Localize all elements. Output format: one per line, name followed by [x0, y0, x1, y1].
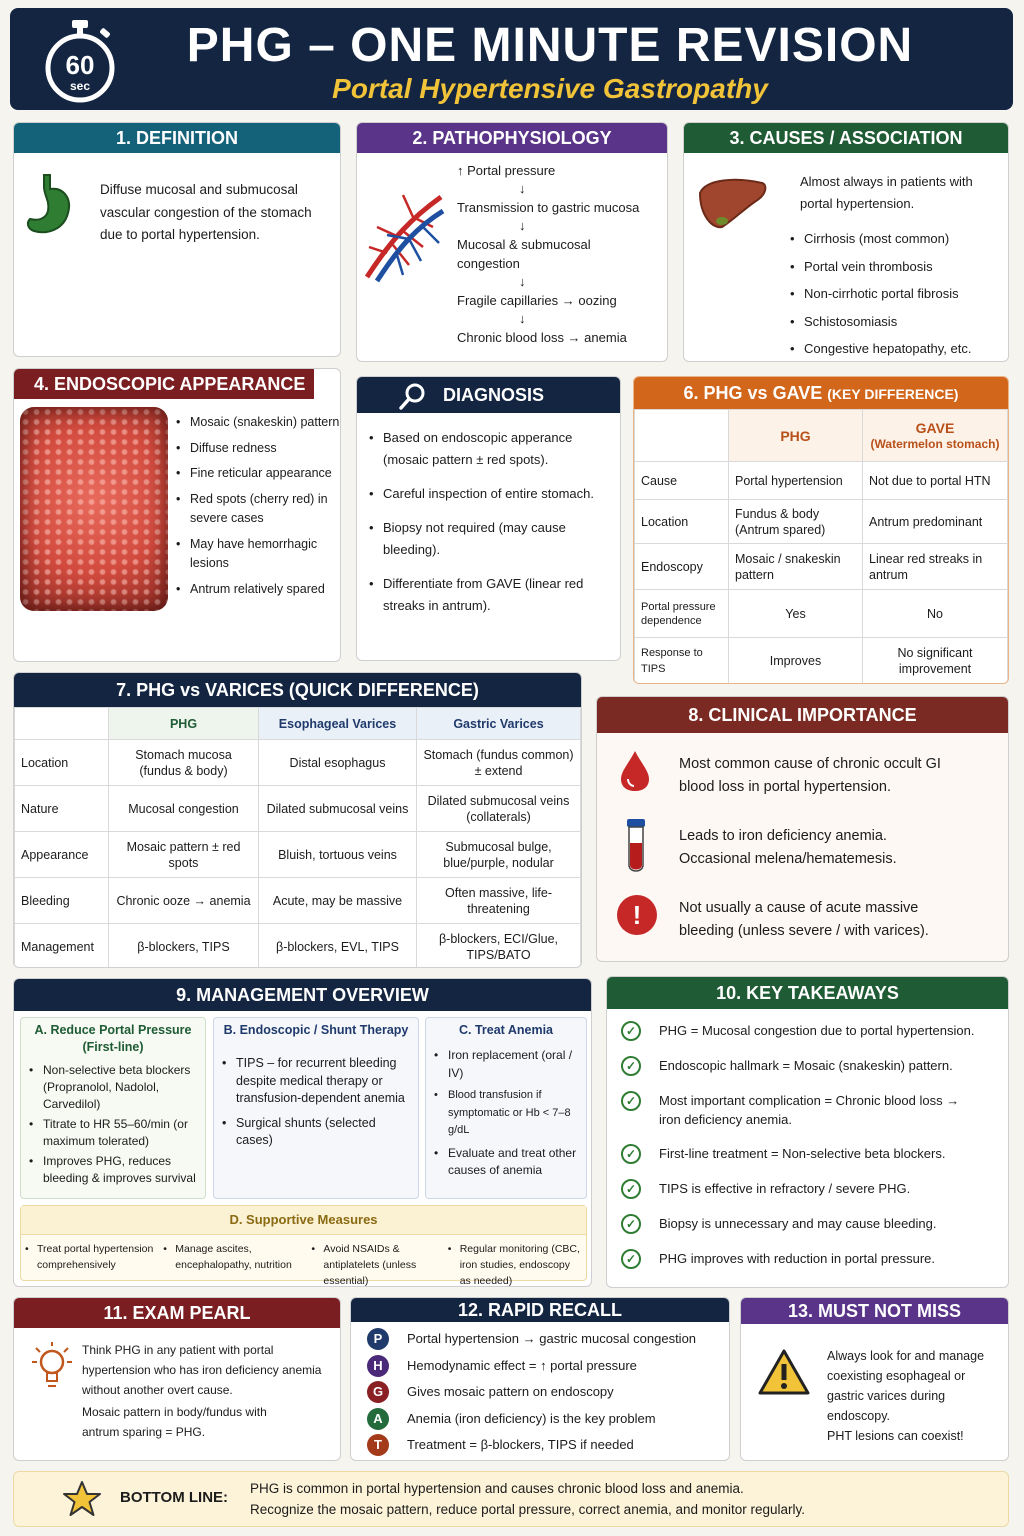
diagnosis-item: • Based on endoscopic apperance (mosaic pattern ± red spots).	[369, 427, 609, 471]
diagnosis-item: • Careful inspection of entire stomach.	[369, 483, 609, 505]
mgmt-b-title: B. Endoscopic / Shunt Therapy	[223, 1023, 409, 1037]
takeaway-text: Endoscopic hallmark = Mosaic (snakeskin) pattern.	[659, 1058, 953, 1073]
causes-list	[790, 225, 1004, 362]
mgmt-c-item: • Evaluate and treat other causes of anemia	[434, 1145, 582, 1180]
pathophysiology-title: 2. PATHOPHYSIOLOGY	[357, 123, 667, 153]
mgmt-panel-d	[20, 1205, 587, 1287]
clinical-item: Not usually a cause of acute massive bleeding (unless severe / with varices).	[679, 900, 929, 939]
key-takeaways-card	[606, 976, 1009, 1288]
varices-cell: β-blockers, EVL, TIPS	[259, 924, 417, 969]
cause-item: • Non-cirrhotic portal fibrosis	[790, 280, 1004, 308]
mgmt-c-title: C. Treat Anemia	[458, 1023, 553, 1037]
liver-icon	[696, 175, 768, 231]
takeaway-text: PHG = Mucosal congestion due to portal hypertension.	[659, 1023, 975, 1038]
varices-row-label: Management	[15, 924, 109, 969]
varices-table	[14, 707, 581, 968]
recall-list	[367, 1328, 723, 1456]
gave-row	[635, 500, 1008, 544]
management-title: 9. MANAGEMENT OVERVIEW	[14, 979, 591, 1011]
patho-step: Chronic blood loss → anemia	[457, 330, 627, 345]
cause-item: • Portal vein thrombosis	[790, 253, 1004, 281]
page-subtitle: Portal Hypertensive Gastropathy	[332, 73, 768, 104]
mgmt-d-item: • Treat portal hypertension comprehensively	[25, 1241, 163, 1287]
rapid-recall-card	[350, 1297, 730, 1461]
gave-table	[634, 409, 1008, 684]
down-arrow-icon: ↓	[519, 311, 526, 326]
down-arrow-icon: ↓	[519, 274, 526, 289]
mgmt-d-item: • Regular monitoring (CBC, iron studies, endoscopy as needed)	[448, 1241, 582, 1287]
varices-row	[15, 878, 581, 924]
mgmt-b-item: • Surgical shunts (selected cases)	[222, 1115, 412, 1150]
mgmt-panel-b	[213, 1017, 419, 1199]
patho-step: Fragile capillaries → oozing	[457, 293, 617, 308]
recall-title: 12. RAPID RECALL	[351, 1298, 729, 1322]
lightbulb-icon	[30, 1342, 74, 1392]
takeaway-text: Most important complication = Chronic blood loss → iron deficiency anemia.	[659, 1093, 960, 1127]
gave-corner	[635, 410, 729, 462]
gave-row	[635, 462, 1008, 500]
stomach-icon	[24, 173, 74, 239]
recall-item	[367, 1434, 723, 1456]
varices-cell: Acute, may be massive	[259, 878, 417, 924]
gave-col-phg: PHG	[729, 410, 863, 462]
mgmt-a-item: • Non-selective beta blockers (Propranolol, Nadolol, Carvedilol)	[29, 1062, 201, 1113]
star-icon	[62, 1480, 102, 1518]
endo-item: • Antrum relatively spared	[176, 580, 341, 600]
varices-cell: Dilated submucosal veins	[259, 786, 417, 832]
clinical-title: 8. CLINICAL IMPORTANCE	[597, 697, 1008, 733]
bottom-line-label: BOTTOM LINE:	[120, 1489, 229, 1506]
blood-drop-icon	[619, 749, 651, 793]
mosaic-pattern-image	[20, 407, 168, 611]
recall-text: Hemodynamic effect = ↑ portal pressure	[407, 1357, 637, 1373]
varices-corner	[15, 708, 109, 740]
cause-item: • Congestive hepatopathy, etc.	[790, 335, 1004, 362]
mgmt-a-item: • Improves PHG, reduces bleeding & improves survival	[29, 1153, 201, 1187]
mgmt-b-item: • TIPS – for recurrent bleeding despite medical therapy or transfusion-dependent anemia	[222, 1055, 412, 1108]
recall-letter-badge: H	[367, 1355, 389, 1377]
endoscopic-title: 4. ENDOSCOPIC APPEARANCE	[14, 369, 314, 399]
alert-icon: !	[617, 895, 657, 935]
gave-title: 6. PHG vs GAVE	[683, 383, 823, 403]
mgmt-d-list	[25, 1241, 582, 1287]
recall-text: Portal hypertension → gastric mucosal congestion	[407, 1331, 697, 1346]
gave-cell: Antrum predominant	[863, 500, 1008, 544]
endo-item: • Mosaic (snakeskin) pattern	[176, 413, 341, 433]
bottom-line-text-2: Recognize the mosaic pattern, reduce portal pressure, correct anemia, and monitor regularly.	[250, 1502, 806, 1517]
varices-cell: Mucosal congestion	[109, 786, 259, 832]
magnifier-icon	[399, 382, 427, 410]
gave-header	[634, 377, 1008, 409]
patho-step: Mucosal & submucosal congestion	[457, 237, 591, 271]
cause-item: • Cirrhosis (most common)	[790, 225, 1004, 253]
varices-title: 7. PHG vs VARICES (QUICK DIFFERENCE)	[14, 673, 581, 707]
endo-item: • Diffuse redness	[176, 439, 341, 459]
mgmt-a-title: A. Reduce Portal Pressure (First-line)	[34, 1023, 192, 1054]
diagnosis-list	[369, 427, 609, 617]
definition-title: 1. DEFINITION	[14, 123, 340, 153]
pearl-text-2: Mosaic pattern in body/fundus with antrum sparing = PHG.	[82, 1405, 267, 1439]
gave-cell: Linear red streaks in antrum	[863, 544, 1008, 590]
gave-cell: Fundus & body (Antrum spared)	[729, 500, 863, 544]
causes-title: 3. CAUSES / ASSOCIATION	[684, 123, 1008, 153]
varices-cell: Submucosal bulge, blue/purple, nodular	[417, 832, 581, 878]
varices-row	[15, 740, 581, 786]
gave-row	[635, 590, 1008, 638]
takeaways-list	[621, 1021, 1001, 1269]
takeaway-item	[621, 1214, 1001, 1234]
gave-col-gave	[863, 410, 1008, 462]
varices-cell: β-blockers, ECI/Glue, TIPS/BATO	[417, 924, 581, 969]
gave-cell: Portal hypertension	[729, 462, 863, 500]
management-card	[13, 978, 592, 1287]
mgmt-d-item: • Avoid NSAIDs & antiplatelets (unless essential)	[311, 1241, 447, 1287]
gave-row-label: Cause	[635, 462, 729, 500]
patho-step: Transmission to gastric mucosa	[457, 200, 640, 215]
recall-text: Anemia (iron deficiency) is the key problem	[407, 1410, 656, 1426]
varices-row-label: Bleeding	[15, 878, 109, 924]
gave-row-label: Location	[635, 500, 729, 544]
header-banner	[10, 8, 1013, 110]
varices-cell: β-blockers, TIPS	[109, 924, 259, 969]
recall-letter-badge: T	[367, 1434, 389, 1456]
varices-cell: Stomach (fundus common) ± extend	[417, 740, 581, 786]
varices-col-header: Gastric Varices	[417, 708, 581, 740]
takeaway-item	[621, 1179, 1001, 1199]
recall-letter-badge: P	[367, 1328, 389, 1350]
check-circle-icon: ✓	[621, 1021, 641, 1041]
pearl-title: 11. EXAM PEARL	[14, 1298, 340, 1328]
varices-cell: Dilated submucosal veins (collaterals)	[417, 786, 581, 832]
timer-value: 60	[65, 50, 95, 80]
varices-row	[15, 924, 581, 969]
varices-cell: Stomach mucosa (fundus & body)	[109, 740, 259, 786]
recall-letter-badge: G	[367, 1381, 389, 1403]
gave-title-suffix: (KEY DIFFERENCE)	[827, 386, 959, 402]
recall-text: Gives mosaic pattern on endoscopy	[407, 1384, 614, 1399]
mgmt-panel-c	[425, 1017, 587, 1199]
mustnot-text-1: Always look for and manage coexisting esophageal or gastric varices during endoscopy.	[827, 1349, 985, 1423]
varices-col-header: PHG	[109, 708, 259, 740]
takeaway-item	[621, 1056, 1001, 1076]
bottom-line-banner	[13, 1471, 1009, 1527]
endo-item: • Fine reticular appearance	[176, 464, 341, 484]
recall-item	[367, 1408, 723, 1430]
vessels-icon	[363, 187, 445, 283]
patho-step: ↑ Portal pressure	[457, 163, 556, 178]
gave-row	[635, 638, 1008, 684]
diagnosis-card	[356, 376, 621, 661]
takeaway-text: First-line treatment = Non-selective beta blockers.	[659, 1146, 946, 1161]
gave-cell: Yes	[729, 590, 863, 638]
patho-step-list	[457, 161, 662, 347]
mgmt-a-item: • Titrate to HR 55–60/min (or maximum tolerated)	[29, 1116, 201, 1150]
varices-cell: Bluish, tortuous veins	[259, 832, 417, 878]
takeaway-item	[621, 1021, 1001, 1041]
mgmt-b-list	[222, 1055, 412, 1150]
gave-cell: No significant improvement	[863, 638, 1008, 684]
page-title: PHG – ONE MINUTE REVISION	[186, 19, 914, 72]
recall-text: Treatment = β-blockers, TIPS if needed	[407, 1437, 634, 1452]
gave-col-gave-sub: (Watermelon stomach)	[870, 436, 1000, 451]
warning-icon	[757, 1348, 811, 1396]
mgmt-c-item: • Iron replacement (oral / IV)	[434, 1047, 582, 1082]
down-arrow-icon: ↓	[519, 218, 526, 233]
endo-item: • May have hemorrhagic lesions	[176, 535, 341, 574]
diagnosis-item: • Differentiate from GAVE (linear red streaks in antrum).	[369, 573, 609, 617]
varices-cell: Distal esophagus	[259, 740, 417, 786]
endo-item: • Red spots (cherry red) in severe cases	[176, 490, 341, 529]
diagnosis-title: DIAGNOSIS	[443, 385, 545, 405]
check-circle-icon: ✓	[621, 1179, 641, 1199]
mgmt-c-item: • Blood transfusion if symptomatic or Hb < 7–8 g/dL	[434, 1087, 582, 1140]
clinical-item: Most common cause of chronic occult GI blood loss in portal hypertension.	[679, 756, 941, 795]
takeaway-text: Biopsy is unnecessary and may cause bleeding.	[659, 1216, 937, 1231]
diagnosis-item: • Biopsy not required (may cause bleeding).	[369, 517, 609, 561]
gave-cell: Not due to portal HTN	[863, 462, 1008, 500]
varices-row	[15, 832, 581, 878]
gave-col-gave-label: GAVE	[915, 419, 955, 436]
mgmt-d-item: • Manage ascites, encephalopathy, nutrition	[163, 1241, 311, 1287]
gave-row-label: Response to TIPS	[635, 638, 729, 684]
varices-cell: Mosaic pattern ± red spots	[109, 832, 259, 878]
takeaway-item	[621, 1091, 1001, 1129]
mgmt-a-list	[29, 1062, 201, 1187]
phg-vs-varices-card	[13, 672, 582, 968]
mgmt-panel-a	[20, 1017, 206, 1199]
definition-card	[13, 122, 341, 357]
takeaway-text: TIPS is effective in refractory / severe PHG.	[659, 1181, 911, 1196]
varices-col-header: Esophageal Varices	[259, 708, 417, 740]
recall-item	[367, 1355, 723, 1377]
down-arrow-icon: ↓	[519, 181, 526, 196]
recall-letter-badge: A	[367, 1408, 389, 1430]
takeaway-item	[621, 1249, 1001, 1269]
takeaway-text: PHG improves with reduction in portal pressure.	[659, 1251, 936, 1266]
phg-vs-gave-card	[633, 376, 1009, 684]
gave-cell: Mosaic / snakeskin pattern	[729, 544, 863, 590]
cause-item: • Schistosomiasis	[790, 308, 1004, 336]
blood-tube-icon	[625, 817, 647, 875]
check-circle-icon: ✓	[621, 1091, 641, 1111]
gave-row	[635, 544, 1008, 590]
endoscopic-card	[13, 368, 341, 662]
check-circle-icon: ✓	[621, 1249, 641, 1269]
pearl-text-1: Think PHG in any patient with portal hypertension who has iron deficiency anemia without another overt cause.	[82, 1343, 322, 1397]
gave-cell: Improves	[729, 638, 863, 684]
recall-item	[367, 1381, 723, 1403]
must-not-miss-card	[740, 1297, 1009, 1461]
bottom-line-text-1: PHG is common in portal hypertension and causes chronic blood loss and anemia.	[250, 1481, 744, 1496]
gave-cell: No	[863, 590, 1008, 638]
definition-text: Diffuse mucosal and submucosal vascular congestion of the stomach due to portal hypertension.	[100, 182, 312, 242]
varices-row	[15, 786, 581, 832]
mgmt-c-list	[434, 1047, 582, 1180]
clinical-importance-card	[596, 696, 1009, 962]
causes-card	[683, 122, 1009, 362]
pathophysiology-card	[356, 122, 668, 362]
mgmt-d-title: D. Supportive Measures	[21, 1206, 586, 1235]
varices-cell: Often massive, life-threatening	[417, 878, 581, 924]
gave-row-label: Portal pressure dependence	[635, 590, 729, 638]
diagnosis-header	[357, 377, 620, 413]
varices-cell: Chronic ooze → anemia	[109, 878, 259, 924]
exam-pearl-card	[13, 1297, 341, 1461]
takeaway-item	[621, 1144, 1001, 1164]
varices-row-label: Appearance	[15, 832, 109, 878]
check-circle-icon: ✓	[621, 1056, 641, 1076]
mustnot-text-2: PHT lesions can coexist!	[827, 1429, 964, 1443]
check-circle-icon: ✓	[621, 1214, 641, 1234]
causes-intro: Almost always in patients with portal hypertension.	[800, 174, 973, 211]
timer-unit: sec	[69, 79, 91, 93]
recall-item	[367, 1328, 723, 1350]
clinical-item: Leads to iron deficiency anemia. Occasional melena/hematemesis.	[679, 828, 897, 867]
varices-row-label: Nature	[15, 786, 109, 832]
takeaways-title: 10. KEY TAKEAWAYS	[607, 977, 1008, 1009]
endoscopic-list	[176, 413, 341, 599]
varices-row-label: Location	[15, 740, 109, 786]
gave-row-label: Endoscopy	[635, 544, 729, 590]
mustnot-title: 13. MUST NOT MISS	[741, 1298, 1008, 1324]
check-circle-icon: ✓	[621, 1144, 641, 1164]
